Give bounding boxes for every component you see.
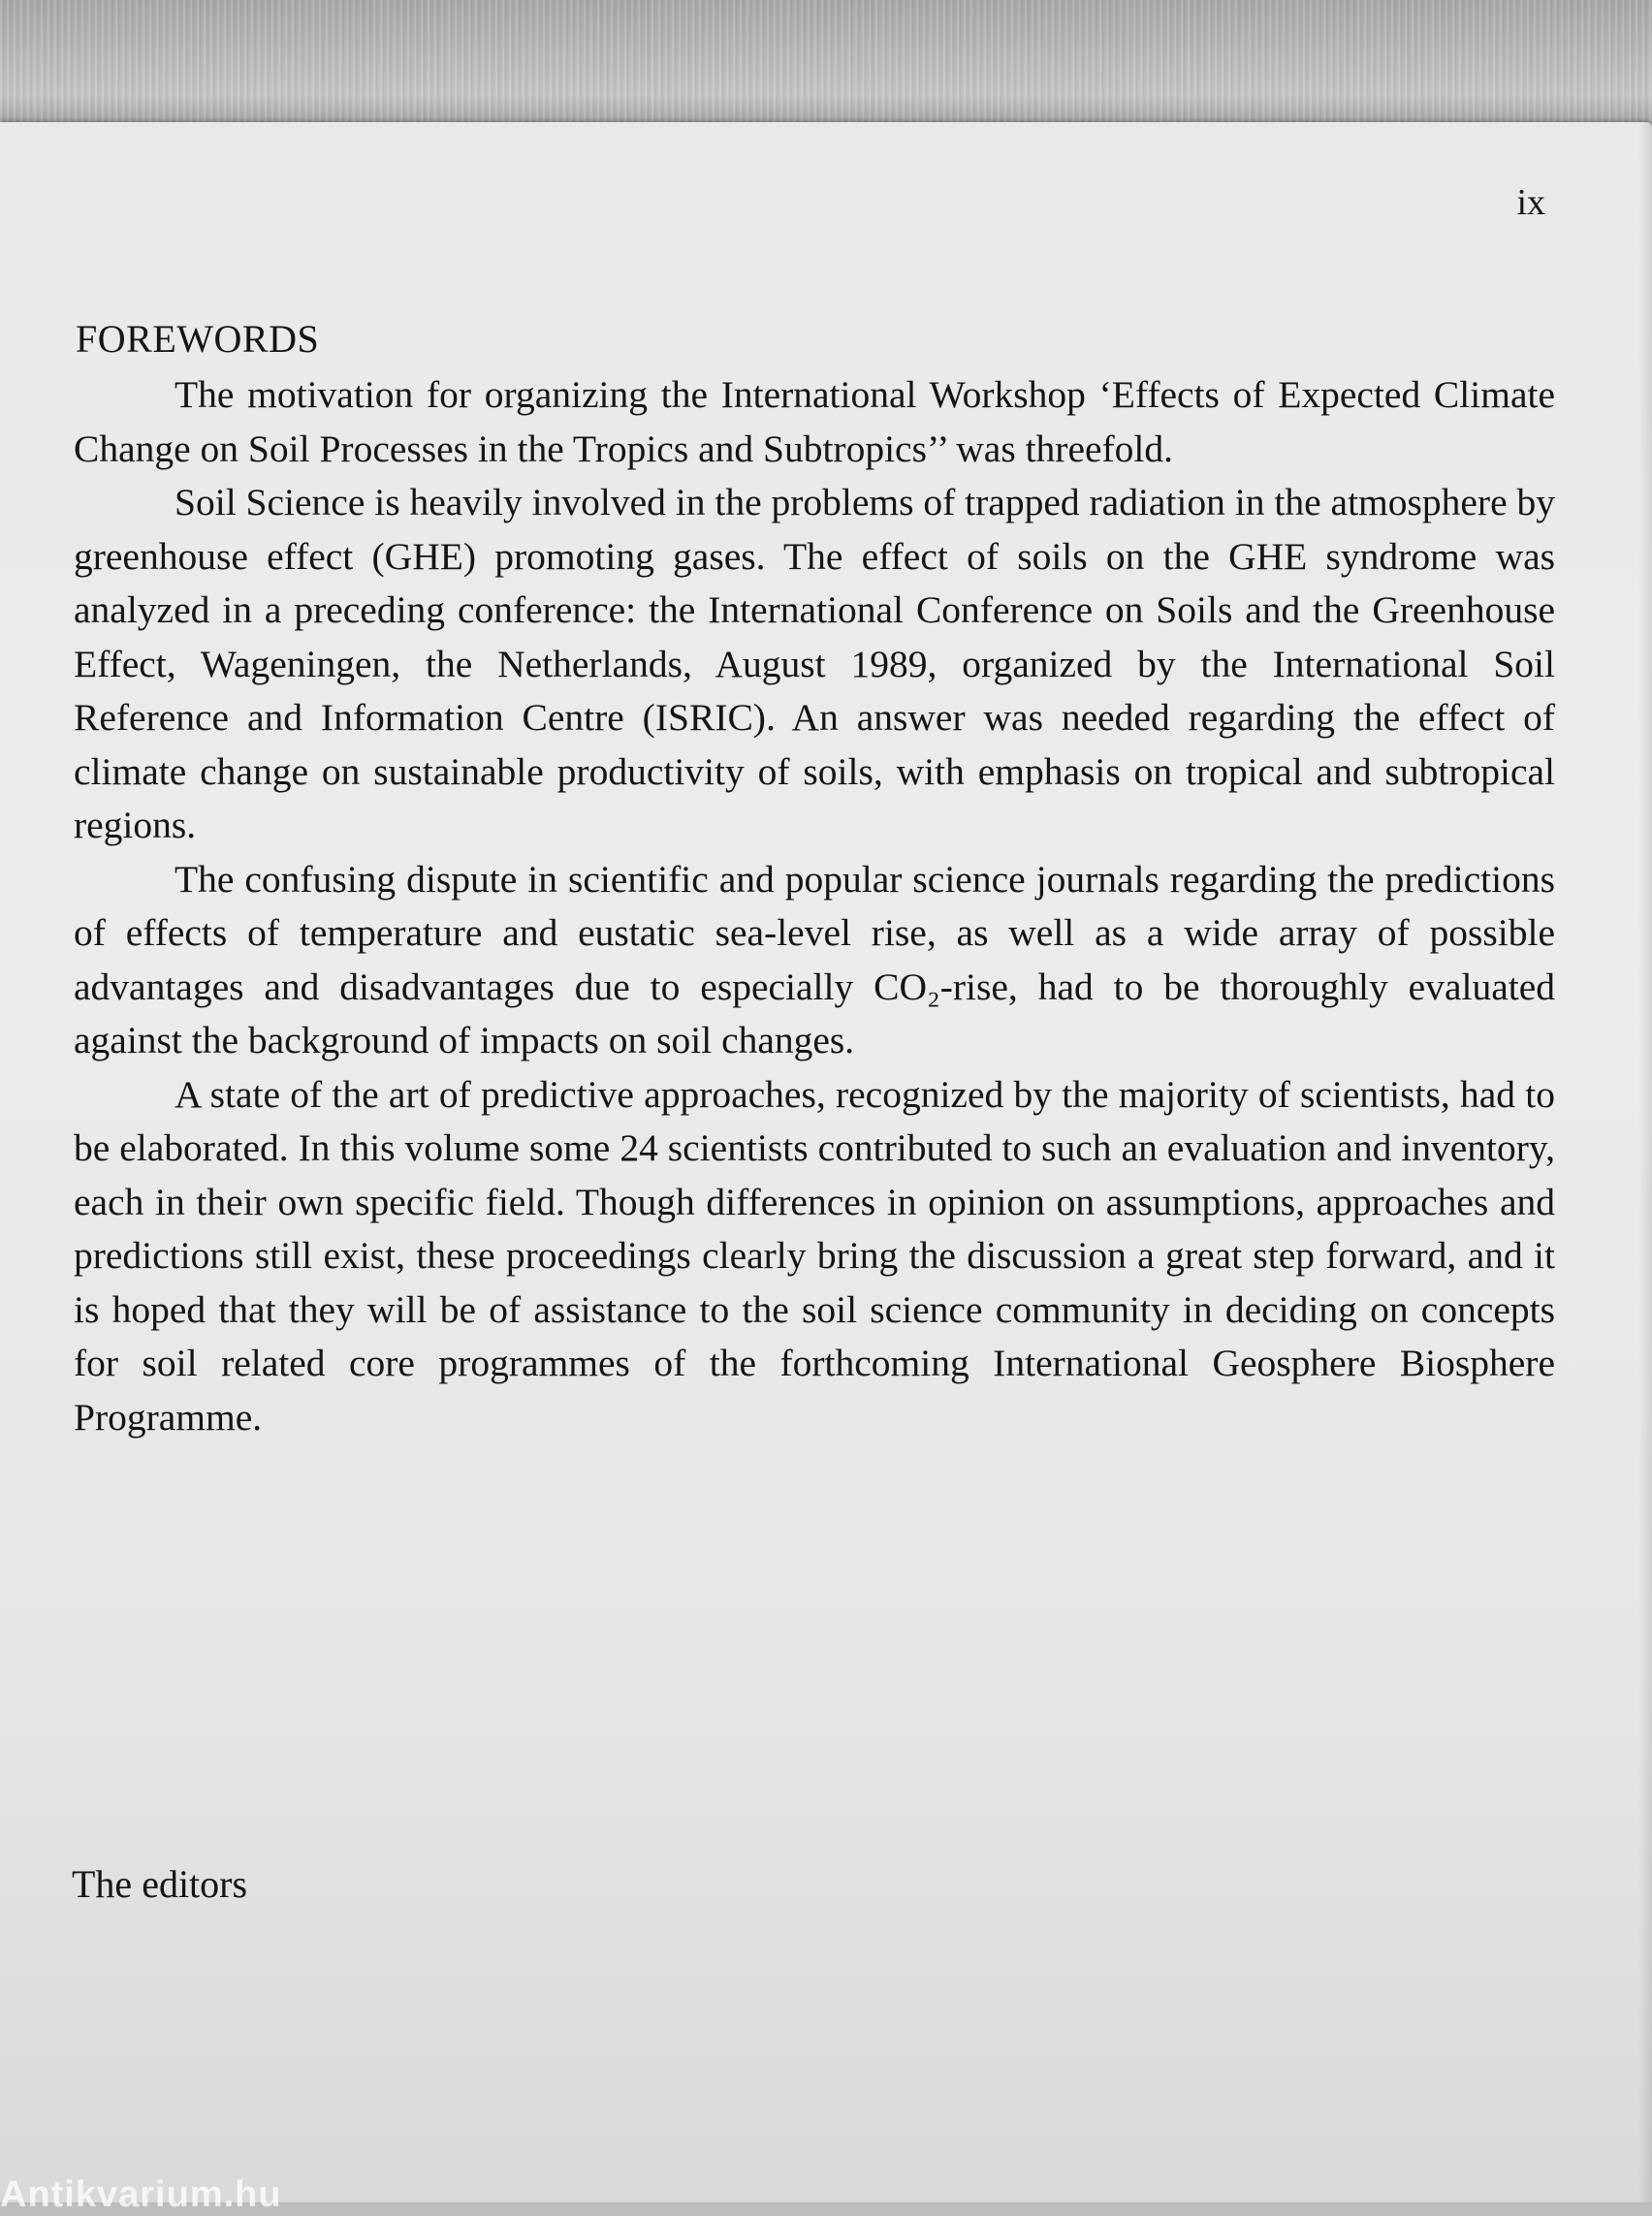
paragraph-state-of-art: A state of the art of predictive approaches, recognized by the majority of scientists, had to be elaborated. In this volume some 24 scientists contributed to such an evaluation and inventory, each in their own specific field. Though differences in opinion on assumptions, approaches and predictions still exist, these proceedings clearly bring the discussion a great step forward, and it is hoped that they will be of assistance to the soil science community in deciding on concepts for soil related core programmes of the forthcoming International Geosphere Biosphere Programme. (74, 1072, 1555, 1439)
signature-editors: The editors (72, 1862, 248, 1906)
paragraph-confusing-dispute: The confusing dispute in scientific and popular science journals regarding the predictions of effects of temperature and eustatic sea-level rise, as well as a wide array of possible advantages and disadvantages due to especially CO₂-rise, had to be thoroughly evaluated against the background of impacts on soil changes. (74, 857, 1555, 1061)
background-surface (0, 0, 1652, 136)
page-number: ix (1516, 182, 1545, 223)
paragraph-motivation: The motivation for organizing the International Workshop ‘Effects of Expected Climate Change on Soil Processes in the Tropics and Subtropics’’ was threefold. (74, 373, 1555, 470)
section-heading: FOREWORDS (76, 317, 320, 361)
watermark: Antikvarium.hu (0, 2174, 282, 2215)
page-edge-shadow (1638, 122, 1652, 2202)
paragraph-soil-science: Soil Science is heavily involved in the problems of trapped radiation in the atmosphere by greenhouse effect (GHE) promoting gases. The effect of soils on the GHE syndrome was analyzed in a preceding conference: the International Conference on Soils and the Greenhouse Effect, Wageningen, the Netherlands, August 1989, organized by the International Soil Reference and Information Centre (ISRIC). An answer was needed regarding the effect of climate change on sustainable productivity of soils, with emphasis on tropical and subtropical regions. (74, 481, 1555, 846)
foreword-body (74, 368, 1555, 1444)
